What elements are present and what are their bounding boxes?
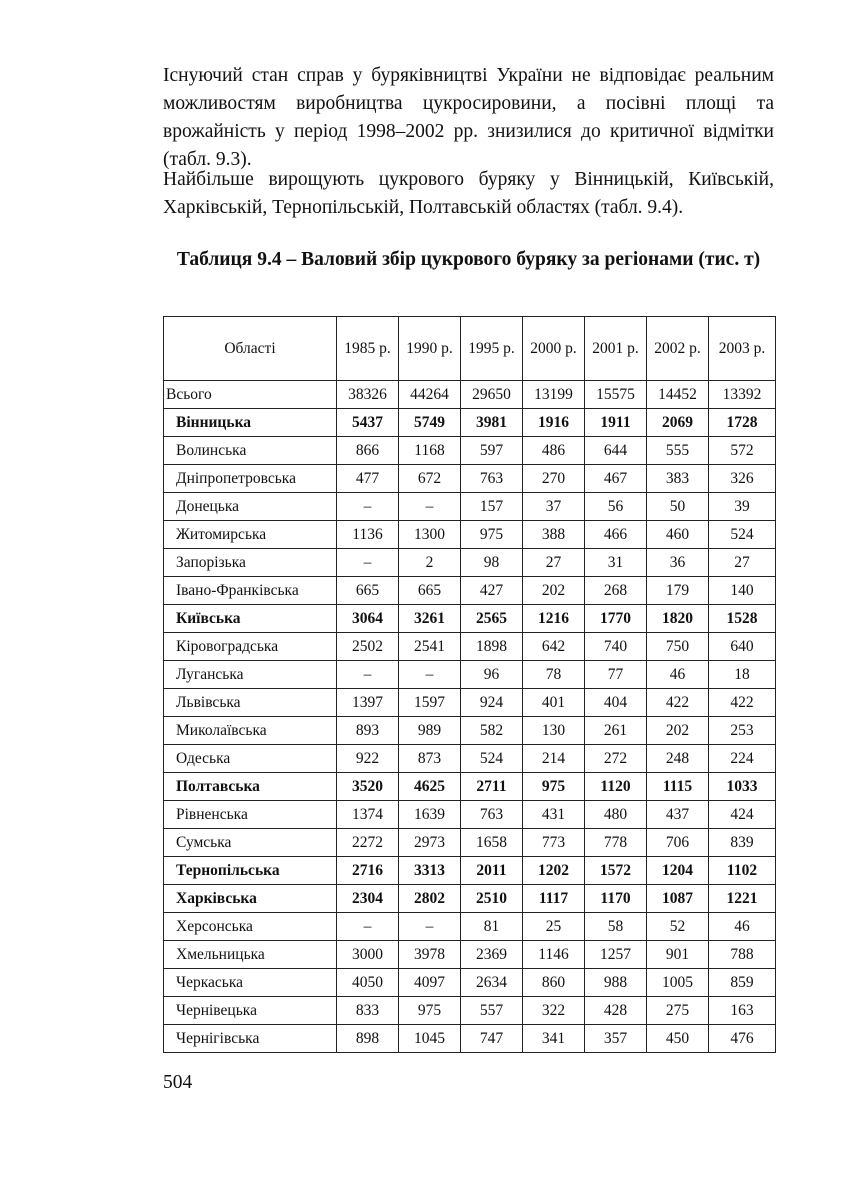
value-cell: 5437 [337, 409, 399, 437]
table-row [164, 1025, 776, 1053]
value-cell: 52 [647, 913, 709, 941]
region-name-cell: Полтавська [164, 773, 337, 801]
value-cell: 557 [461, 997, 523, 1025]
value-cell: 13392 [709, 381, 776, 409]
region-name-cell: Вінницька [164, 409, 337, 437]
value-cell: 2369 [461, 941, 523, 969]
value-cell: 572 [709, 437, 776, 465]
value-cell: 2510 [461, 885, 523, 913]
value-cell: 130 [523, 717, 585, 745]
value-cell: 401 [523, 689, 585, 717]
value-cell: 46 [647, 661, 709, 689]
column-header-year: 2003 р. [709, 317, 776, 381]
value-cell: 901 [647, 941, 709, 969]
value-cell: 706 [647, 829, 709, 857]
value-cell: 1087 [647, 885, 709, 913]
value-cell: 642 [523, 633, 585, 661]
page-number: 504 [163, 1072, 193, 1093]
paragraph-regions: Найбільше вирощують цукрового буряку у Вінницькій, Київській, Харківській, Тернопільській, Полтавській областях (табл. 9.4). [163, 169, 774, 218]
value-cell: 1300 [399, 521, 461, 549]
value-cell: 38326 [337, 381, 399, 409]
value-cell: 582 [461, 717, 523, 745]
value-cell: 2304 [337, 885, 399, 913]
table-row [164, 605, 776, 633]
value-cell: 1639 [399, 801, 461, 829]
value-cell: 427 [461, 577, 523, 605]
value-cell: 44264 [399, 381, 461, 409]
table-row [164, 969, 776, 997]
value-cell: – [337, 493, 399, 521]
value-cell: 773 [523, 829, 585, 857]
table-row [164, 801, 776, 829]
value-cell: 341 [523, 1025, 585, 1053]
value-cell: 2716 [337, 857, 399, 885]
value-cell: 18 [709, 661, 776, 689]
value-cell: 27 [709, 549, 776, 577]
region-name-cell: Луганська [164, 661, 337, 689]
value-cell: 96 [461, 661, 523, 689]
region-name-cell: Хмельницька [164, 941, 337, 969]
region-name-cell: Одеська [164, 745, 337, 773]
value-cell: 859 [709, 969, 776, 997]
value-cell: 975 [523, 773, 585, 801]
value-cell: 3978 [399, 941, 461, 969]
value-cell: 524 [709, 521, 776, 549]
value-cell: 1820 [647, 605, 709, 633]
value-cell: 202 [523, 577, 585, 605]
value-cell: 898 [337, 1025, 399, 1053]
value-cell: 4050 [337, 969, 399, 997]
value-cell: 36 [647, 549, 709, 577]
value-cell: 1257 [585, 941, 647, 969]
value-cell: 322 [523, 997, 585, 1025]
value-cell: 163 [709, 997, 776, 1025]
value-cell: 3520 [337, 773, 399, 801]
value-cell: 4625 [399, 773, 461, 801]
region-name-cell: Чернівецька [164, 997, 337, 1025]
table-row [164, 689, 776, 717]
region-name-cell: Миколаївська [164, 717, 337, 745]
region-name-cell: Всього [164, 381, 337, 409]
table-title: Таблиця 9.4 – Валовий збір цукрового буряку за регіонами (тис. т) [176, 249, 761, 270]
value-cell: 1898 [461, 633, 523, 661]
table-row [164, 381, 776, 409]
table-row [164, 661, 776, 689]
value-cell: 388 [523, 521, 585, 549]
value-cell: 788 [709, 941, 776, 969]
value-cell: 2711 [461, 773, 523, 801]
value-cell: 357 [585, 1025, 647, 1053]
value-cell: 486 [523, 437, 585, 465]
value-cell: 460 [647, 521, 709, 549]
value-cell: 1170 [585, 885, 647, 913]
value-cell: 922 [337, 745, 399, 773]
value-cell: 763 [461, 465, 523, 493]
paragraph-intro: Існуючий стан справ у буряківництві України не відповідає реальним можливостям виробництва цукросировини, а посівні площі та врожайність у період 1998–2002 рр. знизилися до критичної відмітки (табл. 9.3). [163, 65, 774, 170]
table-row [164, 465, 776, 493]
value-cell: 27 [523, 549, 585, 577]
value-cell: 25 [523, 913, 585, 941]
value-cell: 740 [585, 633, 647, 661]
value-cell: 1168 [399, 437, 461, 465]
column-header-region: Області [164, 317, 337, 381]
table-row [164, 577, 776, 605]
value-cell: 2634 [461, 969, 523, 997]
value-cell: 1374 [337, 801, 399, 829]
column-header-year: 2001 р. [585, 317, 647, 381]
value-cell: 1597 [399, 689, 461, 717]
value-cell: 428 [585, 997, 647, 1025]
value-cell: 1916 [523, 409, 585, 437]
region-name-cell: Кіровоградська [164, 633, 337, 661]
value-cell: 672 [399, 465, 461, 493]
value-cell: 1528 [709, 605, 776, 633]
value-cell: – [337, 913, 399, 941]
value-cell: 975 [399, 997, 461, 1025]
value-cell: 13199 [523, 381, 585, 409]
value-cell: 424 [709, 801, 776, 829]
value-cell: 383 [647, 465, 709, 493]
value-cell: 747 [461, 1025, 523, 1053]
column-header-year: 1995 р. [461, 317, 523, 381]
value-cell: 555 [647, 437, 709, 465]
value-cell: 477 [337, 465, 399, 493]
region-name-cell: Сумська [164, 829, 337, 857]
region-name-cell: Тернопільська [164, 857, 337, 885]
value-cell: 1045 [399, 1025, 461, 1053]
value-cell: 665 [337, 577, 399, 605]
value-cell: 467 [585, 465, 647, 493]
value-cell: 15575 [585, 381, 647, 409]
value-cell: 2272 [337, 829, 399, 857]
value-cell: 1005 [647, 969, 709, 997]
value-cell: 2802 [399, 885, 461, 913]
value-cell: 275 [647, 997, 709, 1025]
value-cell: 1146 [523, 941, 585, 969]
value-cell: – [337, 661, 399, 689]
region-name-cell: Запорізька [164, 549, 337, 577]
value-cell: 2973 [399, 829, 461, 857]
value-cell: 1115 [647, 773, 709, 801]
table-row [164, 773, 776, 801]
table-body [164, 381, 776, 1053]
value-cell: 1033 [709, 773, 776, 801]
column-header-year: 2002 р. [647, 317, 709, 381]
value-cell: 1102 [709, 857, 776, 885]
value-cell: 4097 [399, 969, 461, 997]
value-cell: 480 [585, 801, 647, 829]
value-cell: – [399, 913, 461, 941]
value-cell: 1120 [585, 773, 647, 801]
value-cell: – [337, 549, 399, 577]
table-row [164, 437, 776, 465]
value-cell: 524 [461, 745, 523, 773]
table-row [164, 829, 776, 857]
value-cell: 157 [461, 493, 523, 521]
table-row [164, 997, 776, 1025]
value-cell: 640 [709, 633, 776, 661]
value-cell: 77 [585, 661, 647, 689]
table-row [164, 409, 776, 437]
value-cell: 78 [523, 661, 585, 689]
value-cell: 50 [647, 493, 709, 521]
value-cell: 763 [461, 801, 523, 829]
value-cell: – [399, 493, 461, 521]
region-name-cell: Харківська [164, 885, 337, 913]
table-row [164, 717, 776, 745]
value-cell: 268 [585, 577, 647, 605]
value-cell: 179 [647, 577, 709, 605]
value-cell: 404 [585, 689, 647, 717]
column-header-year: 1990 р. [399, 317, 461, 381]
value-cell: 1770 [585, 605, 647, 633]
table-row [164, 913, 776, 941]
value-cell: 272 [585, 745, 647, 773]
value-cell: 1911 [585, 409, 647, 437]
region-name-cell: Чернігівська [164, 1025, 337, 1053]
table-row [164, 549, 776, 577]
table-row [164, 941, 776, 969]
value-cell: 644 [585, 437, 647, 465]
table-row [164, 521, 776, 549]
value-cell: 665 [399, 577, 461, 605]
value-cell: 29650 [461, 381, 523, 409]
value-cell: 431 [523, 801, 585, 829]
value-cell: 988 [585, 969, 647, 997]
value-cell: 422 [709, 689, 776, 717]
value-cell: 873 [399, 745, 461, 773]
region-name-cell: Івано-Франківська [164, 577, 337, 605]
region-name-cell: Херсонська [164, 913, 337, 941]
table-row [164, 857, 776, 885]
value-cell: 450 [647, 1025, 709, 1053]
region-name-cell: Черкаська [164, 969, 337, 997]
value-cell: 1572 [585, 857, 647, 885]
column-header-year: 1985 р. [337, 317, 399, 381]
value-cell: 253 [709, 717, 776, 745]
column-header-year: 2000 р. [523, 317, 585, 381]
value-cell: 31 [585, 549, 647, 577]
value-cell: 98 [461, 549, 523, 577]
value-cell: 58 [585, 913, 647, 941]
value-cell: 5749 [399, 409, 461, 437]
value-cell: 56 [585, 493, 647, 521]
value-cell: 1728 [709, 409, 776, 437]
value-cell: 1202 [523, 857, 585, 885]
value-cell: 989 [399, 717, 461, 745]
region-name-cell: Дніпропетровська [164, 465, 337, 493]
value-cell: 39 [709, 493, 776, 521]
value-cell: 248 [647, 745, 709, 773]
value-cell: 270 [523, 465, 585, 493]
region-name-cell: Рівненська [164, 801, 337, 829]
value-cell: 597 [461, 437, 523, 465]
value-cell: 14452 [647, 381, 709, 409]
value-cell: 778 [585, 829, 647, 857]
value-cell: 1216 [523, 605, 585, 633]
table-row [164, 633, 776, 661]
value-cell: 202 [647, 717, 709, 745]
value-cell: 2 [399, 549, 461, 577]
region-name-cell: Львівська [164, 689, 337, 717]
value-cell: 224 [709, 745, 776, 773]
value-cell: 261 [585, 717, 647, 745]
value-cell: 2541 [399, 633, 461, 661]
value-cell: 2069 [647, 409, 709, 437]
value-cell: 860 [523, 969, 585, 997]
value-cell: 839 [709, 829, 776, 857]
value-cell: 140 [709, 577, 776, 605]
value-cell: 3000 [337, 941, 399, 969]
value-cell: – [399, 661, 461, 689]
value-cell: 924 [461, 689, 523, 717]
value-cell: 1658 [461, 829, 523, 857]
value-cell: 466 [585, 521, 647, 549]
value-cell: 422 [647, 689, 709, 717]
value-cell: 37 [523, 493, 585, 521]
value-cell: 81 [461, 913, 523, 941]
value-cell: 3313 [399, 857, 461, 885]
value-cell: 1204 [647, 857, 709, 885]
value-cell: 1117 [523, 885, 585, 913]
value-cell: 1397 [337, 689, 399, 717]
value-cell: 3064 [337, 605, 399, 633]
table-header-row [164, 317, 776, 381]
value-cell: 326 [709, 465, 776, 493]
value-cell: 3981 [461, 409, 523, 437]
value-cell: 1136 [337, 521, 399, 549]
value-cell: 2011 [461, 857, 523, 885]
value-cell: 975 [461, 521, 523, 549]
value-cell: 476 [709, 1025, 776, 1053]
table-row [164, 493, 776, 521]
value-cell: 2502 [337, 633, 399, 661]
table-row [164, 885, 776, 913]
region-name-cell: Київська [164, 605, 337, 633]
value-cell: 46 [709, 913, 776, 941]
value-cell: 750 [647, 633, 709, 661]
value-cell: 437 [647, 801, 709, 829]
region-name-cell: Волинська [164, 437, 337, 465]
region-name-cell: Житомирська [164, 521, 337, 549]
value-cell: 2565 [461, 605, 523, 633]
sugar-beet-harvest-table [163, 316, 776, 1053]
value-cell: 1221 [709, 885, 776, 913]
value-cell: 866 [337, 437, 399, 465]
value-cell: 214 [523, 745, 585, 773]
value-cell: 893 [337, 717, 399, 745]
value-cell: 833 [337, 997, 399, 1025]
region-name-cell: Донецька [164, 493, 337, 521]
value-cell: 3261 [399, 605, 461, 633]
table-row [164, 745, 776, 773]
